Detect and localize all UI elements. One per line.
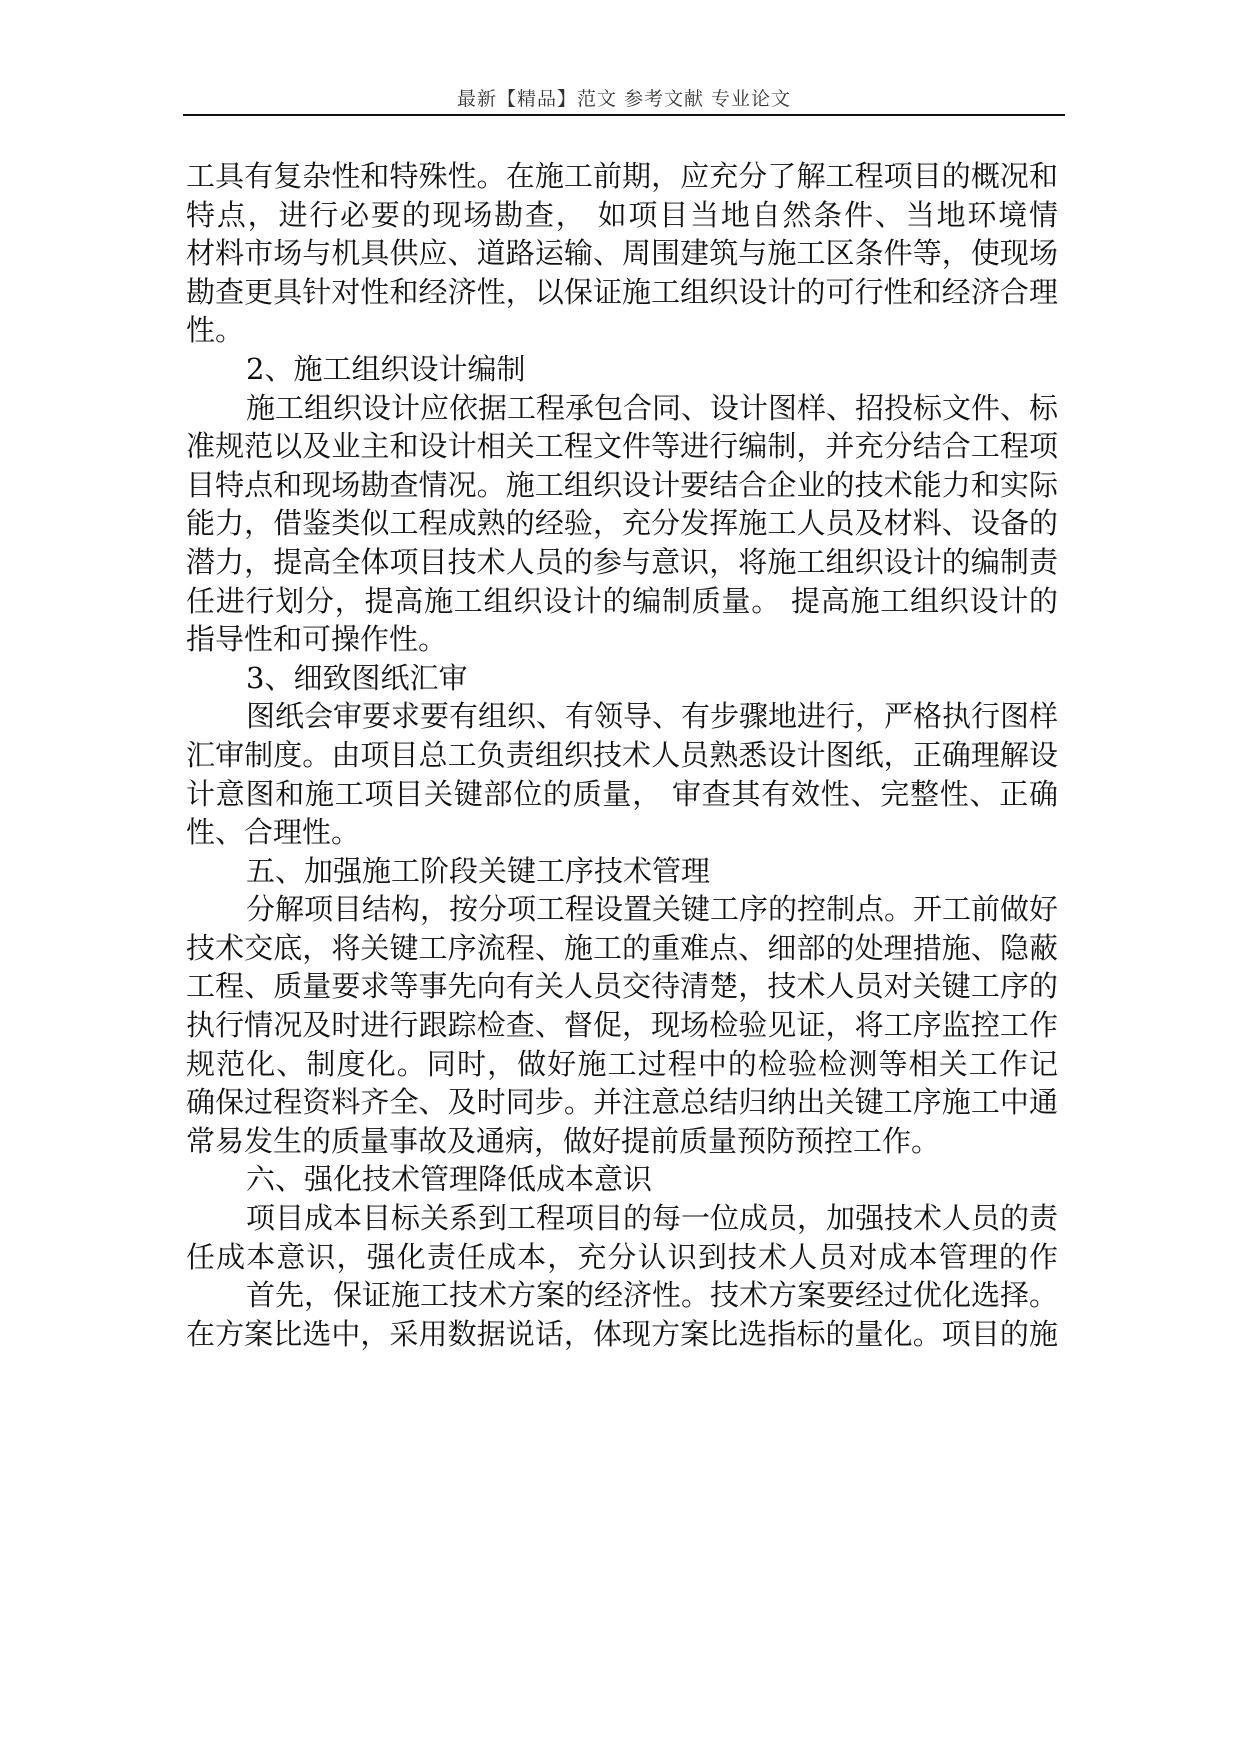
text-line: 汇审制度。由项目总工负责组织技术人员熟悉设计图纸，正确理解设 — [186, 737, 1058, 772]
text-line: 指导性和可操作性。 — [186, 622, 448, 657]
text-line: 常易发生的质量事故及通病，做好提前质量预防预控工作。 — [186, 1123, 941, 1158]
text-line: 工程、质量要求等事先向有关人员交待清楚，技术人员对关键工序的 — [186, 969, 1058, 1004]
text-line: 分解项目结构，按分项工程设置关键工序的控制点。开工前做好 — [246, 892, 1058, 927]
text-line: 施工组织设计应依据工程承包合同、设计图样、招投标文件、标 — [246, 390, 1058, 425]
header-rule — [183, 114, 1065, 116]
text-line: 目特点和现场勘查情况。施工组织设计要结合企业的技术能力和实际 — [186, 467, 1058, 502]
text-line: 图纸会审要求要有组织、有领导、有步骤地进行，严格执行图样 — [246, 699, 1058, 734]
text-line: 计意图和施工项目关键部位的质量， 审查其有效性、完整性、正确 — [186, 776, 1058, 811]
text-line: 勘查更具针对性和经济性，以保证施工组织设计的可行性和经济合理 — [186, 274, 1058, 309]
text-line: 在方案比选中，采用数据说话，体现方案比选指标的量化。项目的施 — [186, 1316, 1058, 1351]
text-line: 规范化、制度化。同时，做好施工过程中的检验检测等相关工作记 — [186, 1046, 1058, 1081]
text-line: 潜力，提高全体项目技术人员的参与意识，将施工组织设计的编制责 — [186, 544, 1058, 579]
text-line: 确保过程资料齐全、及时同步。并注意总结归纳出关键工序施工中通 — [186, 1085, 1058, 1120]
text-line: 材料市场与机具供应、道路运输、周围建筑与施工区条件等，使现场 — [186, 236, 1058, 271]
text-line: 执行情况及时进行跟踪检查、督促，现场检验见证，将工序监控工作 — [186, 1008, 1058, 1043]
text-line: 技术交底，将关键工序流程、施工的重难点、细部的处理措施、隐蔽 — [186, 930, 1058, 965]
section-heading: 六、强化技术管理降低成本意识 — [246, 1162, 653, 1197]
text-line: 准规范以及业主和设计相关工程文件等进行编制，并充分结合工程项 — [186, 429, 1058, 464]
document-body — [186, 157, 1058, 1353]
section-heading: 3、细致图纸汇审 — [246, 660, 468, 695]
section-heading: 五、加强施工阶段关键工序技术管理 — [246, 853, 711, 888]
section-heading: 2、施工组织设计编制 — [246, 351, 526, 386]
text-line: 性、合理性。 — [186, 815, 361, 850]
text-line: 工具有复杂性和特殊性。在施工前期，应充分了解工程项目的概况和 — [186, 159, 1058, 193]
text-line: 特点，进行必要的现场勘查， 如项目当地自然条件、当地环境情 — [186, 197, 1058, 232]
text-line: 项目成本目标关系到工程项目的每一位成员，加强技术人员的责 — [246, 1201, 1058, 1236]
text-line: 首先，保证施工技术方案的经济性。技术方案要经过优化选择。 — [246, 1278, 1058, 1313]
text-line: 任进行划分，提高施工组织设计的编制质量。 提高施工组织设计的 — [186, 583, 1058, 618]
page-header: 最新【精品】范文 参考文献 专业论文 — [456, 88, 792, 110]
text-line: 任成本意识，强化责任成本，充分认识到技术人员对成本管理的作 — [186, 1239, 1058, 1274]
text-line: 性。 — [186, 313, 245, 348]
text-line: 能力，借鉴类似工程成熟的经验，充分发挥施工人员及材料、设备的 — [186, 506, 1058, 541]
